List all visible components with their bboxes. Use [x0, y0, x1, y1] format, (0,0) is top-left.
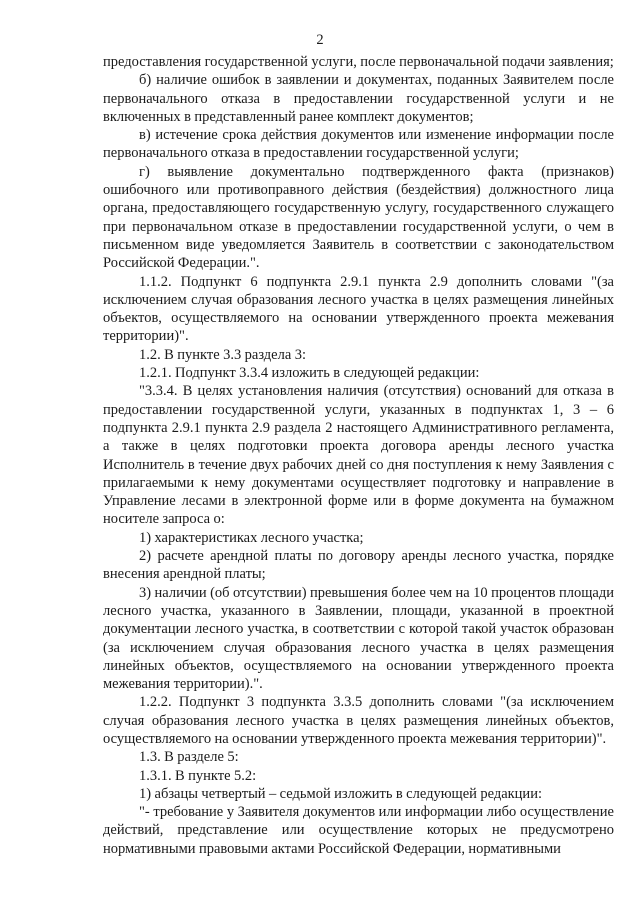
paragraph-1-2-2: 1.2.2. Подпункт 3 подпункта 3.3.5 дополнить словами "(за исключением случая образования лесного участка в целях размещения линейных объектов, осуществляемого на основании утвержденного проекта межевания территории)". [103, 694, 614, 747]
paragraph-list-item-3: 3) наличии (об отсутствии) превышения более чем на 10 процентов площади лесного участка, указанного в Заявлении, площади, указанной в проектной документации лесного участка, в соответствии с которой такой участок образован (за исключением случая образования лесного участка в целях размещения линейных объектов, осуществляемого на основании утвержденного проекта межевания территории).". [103, 584, 614, 693]
paragraph-abzacy: 1) абзацы четвертый – седьмой изложить в следующей редакции: [139, 785, 542, 802]
paragraph-1-3-1: 1.3.1. В пункте 5.2: [139, 767, 257, 784]
paragraph-continuation: предоставления государственной услуги, после первоначальной подачи заявления; [103, 54, 614, 70]
paragraph-1-2-1: 1.2.1. Подпункт 3.3.4 изложить в следующей редакции: [139, 365, 480, 382]
paragraph-item-b: б) наличие ошибок в заявлении и документах, поданных Заявителем после первоначального отказа в предоставлении государственной услуги и не включенных в представленный ранее комплект документов; [103, 72, 614, 125]
paragraph-1-2: 1.2. В пункте 3.3 раздела 3: [139, 346, 306, 363]
paragraph-item-g: г) выявление документально подтвержденного факта (признаков) ошибочного или противоправного действия (бездействия) должностного лица органа, предоставляющего государственную услугу, государственного служащего при первоначальном отказе в предоставлении государственной услуги, о чем в письменном виде уведомляется Заявитель в соответствии с законодательством Российской Федерации.". [103, 163, 614, 272]
page-number: 2 [316, 32, 324, 48]
paragraph-1-3: 1.3. В разделе 5: [139, 749, 239, 766]
paragraph-trebovanie: "- требование у Заявителя документов или информации либо осуществление действий, представление или осуществление которых не предусмотрено нормативными правовыми актами Российской Федерации, нормативными [103, 804, 614, 857]
paragraph-1-1-2: 1.1.2. Подпункт 6 подпункта 2.9.1 пункта 2.9 дополнить словами "(за исключением случая образования лесного участка в целях размещения линейных объектов, осуществляемого на основании утвержденного проекта межевания территории)". [103, 273, 614, 345]
paragraph-list-item-1: 1) характеристиках лесного участка; [139, 529, 364, 546]
paragraph-3-3-4: "3.3.4. В целях установления наличия (отсутствия) оснований для отказа в предоставлении государственной услуги, указанных в подпунктах 1, 3 – 6 подпункта 2.9.1 пункта 2.9 раздела 2 настоящего Административного регламента, а также в целях подготовки проекта договора аренды лесного участка Исполнитель в течение двух рабочих дней со дня поступления к нему Заявления с прилагаемыми к нему документами осуществляет подготовку и направление в Управление лесами в электронной форме или в форме документа на бумажном носителе запроса о: [103, 383, 614, 528]
paragraph-item-v: в) истечение срока действия документов или изменение информации после первоначального отказа в предоставлении государственной услуги; [103, 127, 614, 162]
paragraph-list-item-2: 2) расчете арендной платы по договору аренды лесного участка, порядке внесения арендной платы; [103, 548, 614, 583]
document-body [103, 53, 614, 858]
